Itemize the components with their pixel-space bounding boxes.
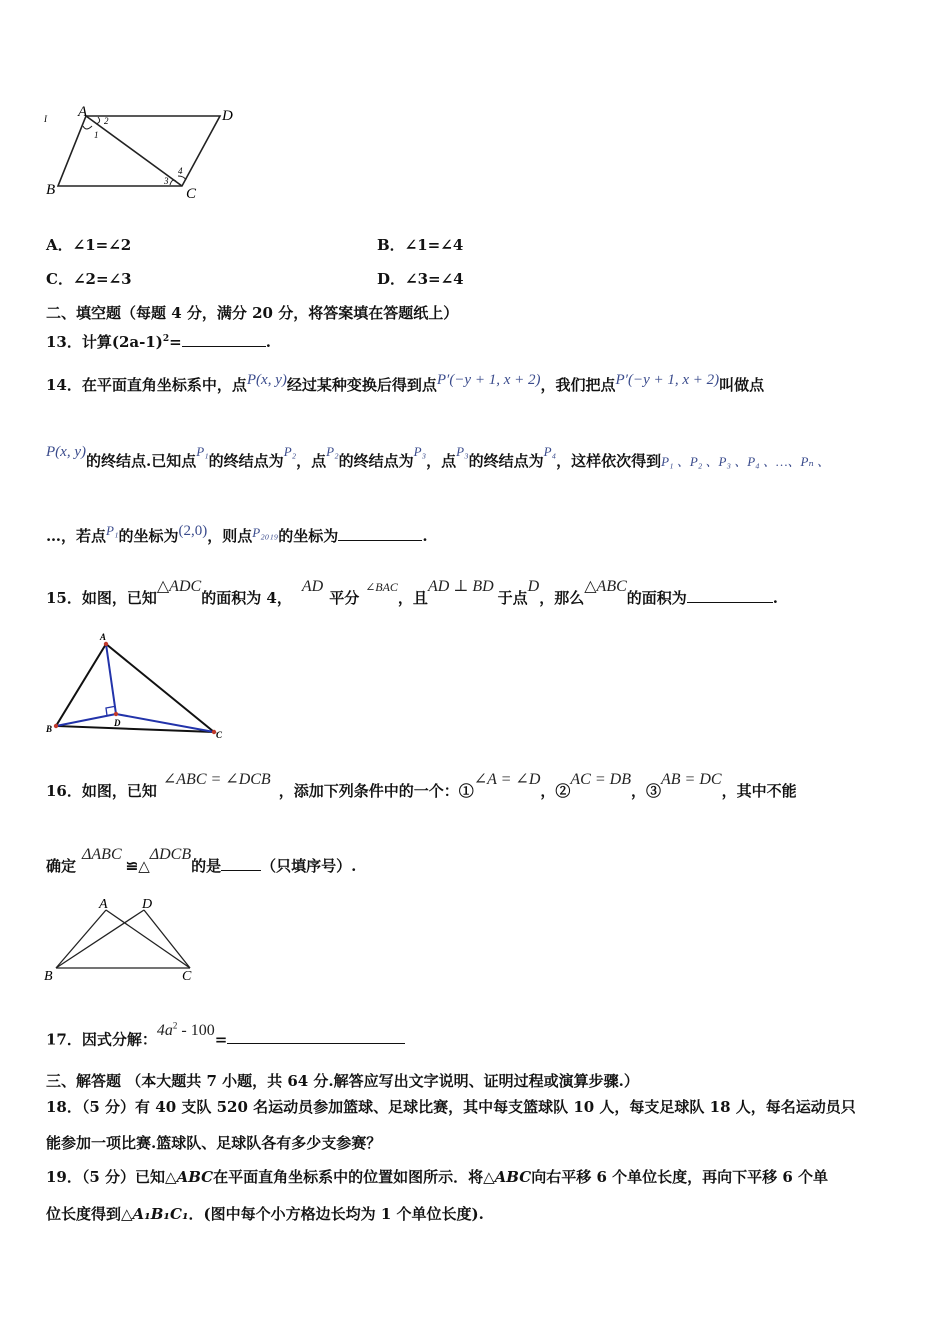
q19-text: 向右平移 6 个单位长度，再向下平移 6 个单 — [531, 1168, 828, 1186]
q16-text: （只填序号）. — [261, 857, 357, 875]
question-16-line-1 — [46, 771, 797, 802]
label-c: C — [216, 730, 223, 740]
q14-text: ，点 — [296, 452, 327, 470]
q15-ad: AD — [301, 578, 324, 595]
section-3-heading: 三、解答题 （本大题共 7 小题，共 64 分.解答应写出文字说明、证明过程或演算步骤.） — [46, 1072, 639, 1090]
q15-text: 15．如图，已知 — [46, 589, 157, 607]
label-c: C — [182, 969, 192, 984]
q15-figure — [44, 634, 234, 744]
q16-text: ，添加下列条件中的一个：① — [278, 782, 474, 800]
q16-text: ，其中不能 — [721, 782, 797, 800]
option-c: C．∠2=∠3 — [46, 270, 132, 288]
q14-p2019: P₂₀₁₉ — [252, 525, 279, 540]
q16-condition-3: AB = DC — [660, 771, 722, 788]
angle-arc-3 — [170, 180, 176, 185]
label-a: A — [100, 632, 107, 642]
segment-ab — [56, 910, 106, 968]
q14-p3b: P₃ — [456, 444, 469, 459]
q19-abc-2: ABC — [494, 1168, 532, 1186]
q17-expr-base: 4a — [156, 1022, 173, 1040]
segment-ac — [106, 910, 190, 968]
q15-triangle-adc: △ADC — [156, 578, 202, 595]
q16-triangle-abc: ΔABC — [82, 846, 122, 863]
q15-text: 的面积为 4， — [201, 589, 292, 607]
q14-sequence: P₁ 、P₂ 、P₃ 、P₄ 、…、Pₙ 、 — [661, 454, 830, 469]
question-13 — [46, 329, 271, 352]
q16-triangle-dcb: ΔDCB — [149, 846, 192, 863]
q16-text: 16．如图，已知 — [46, 782, 157, 800]
q14-text: 的坐标为 — [118, 527, 179, 545]
q14-text: ，我们把点 — [540, 376, 616, 394]
q19-text: ．(图中每个小方格边长均为 1 个单位长度). — [188, 1205, 484, 1223]
option-a: A．∠1=∠2 — [46, 236, 132, 254]
q16-text: ，② — [540, 782, 571, 800]
q14-text: ，这样依次得到 — [556, 452, 662, 470]
q16-given: ∠ABC = ∠DCB — [162, 771, 271, 788]
point-b-dot — [54, 724, 58, 728]
question-19-line-1 — [46, 1167, 828, 1187]
label-3: 3 — [164, 176, 169, 186]
q14-text: ，点 — [426, 452, 457, 470]
label-d: D — [114, 718, 121, 728]
q14-text: 经过某种变换后得到点 — [286, 376, 437, 394]
question-19-line-2 — [46, 1204, 484, 1224]
q13-suffix: = — [169, 333, 182, 351]
question-16-line-2 — [46, 846, 357, 877]
q19-a1b1c1: A₁B₁C₁ — [132, 1205, 189, 1223]
q15-answer-blank[interactable] — [687, 588, 773, 603]
q15-angle-bac: ∠BAC — [365, 580, 398, 594]
label-a: A — [99, 897, 108, 912]
q16-text: ，③ — [630, 782, 661, 800]
q16-text: 确定 — [46, 857, 77, 875]
label-a: A — [78, 104, 88, 120]
q16-text: ≌△ — [125, 857, 150, 875]
q14-text: 的坐标为 — [278, 527, 339, 545]
q15-text: ，且 — [397, 589, 428, 607]
q15-text: 平分 — [329, 589, 360, 607]
q16-condition-2: AC = DB — [570, 771, 631, 788]
angle-arc-1 — [83, 126, 92, 129]
q14-text: 14．在平面直角坐标系中，点 — [46, 376, 247, 394]
q17-expression — [157, 1022, 215, 1039]
label-d: D — [222, 108, 233, 124]
q14-text: 叫做点 — [719, 376, 765, 394]
q17-equals: = — [214, 1030, 228, 1049]
q14-coord: (2,0) — [178, 523, 208, 539]
question-15 — [46, 578, 779, 609]
label-4: 4 — [178, 166, 183, 176]
q14-text: …，若点 — [46, 527, 107, 545]
q17-label: 17．因式分解： — [46, 1030, 157, 1049]
q16-figure — [44, 896, 214, 986]
q13-answer-blank[interactable] — [182, 332, 266, 347]
q13-sup: 2 — [162, 334, 170, 344]
q19-abc: ABC — [176, 1168, 214, 1186]
option-d: D．∠3=∠4 — [377, 270, 464, 288]
triangle-abc — [56, 644, 214, 732]
label-1: 1 — [94, 130, 99, 140]
q15-perp: AD ⊥ BD — [427, 578, 494, 595]
q14-point-pprime-2: P′(−y + 1, x + 2) — [615, 372, 720, 388]
q14-p2b: P₂ — [326, 444, 339, 459]
q14-text: 的终结点为 — [208, 452, 284, 470]
label-b: B — [46, 724, 53, 734]
segment-bd — [56, 714, 116, 726]
q14-p4: P₄ — [543, 444, 557, 459]
option-b: B．∠1=∠4 — [377, 236, 464, 254]
q15-text: 于点 — [497, 589, 528, 607]
q14-p2: P₂ — [283, 444, 297, 459]
question-14-line-2 — [46, 444, 830, 472]
q16-answer-blank[interactable] — [221, 856, 261, 871]
q14-text: ，则点 — [207, 527, 253, 545]
q14-text: 的终结点.已知点 — [85, 452, 197, 470]
q17-answer-blank[interactable] — [227, 1029, 405, 1044]
q19-text: 位长度得到△ — [46, 1205, 133, 1223]
label-2: 2 — [104, 116, 109, 126]
segment-db — [56, 910, 144, 968]
q15-end: . — [772, 589, 779, 607]
q12-figure — [40, 104, 260, 204]
q14-p3: P₃ — [413, 444, 427, 459]
q15-point-d: D — [527, 578, 540, 595]
parallelogram-abcd — [58, 116, 220, 186]
q14-point-p: P(x, y) — [246, 372, 287, 388]
q14-point-p: P(x, y) — [46, 444, 86, 460]
label-c: C — [186, 186, 197, 202]
q14-text: 的终结点为 — [338, 452, 414, 470]
label-d: D — [142, 897, 153, 912]
q16-text: 的是 — [191, 857, 222, 875]
q13-end: . — [265, 333, 271, 351]
question-14-line-3 — [46, 523, 428, 547]
section-2-heading: 二、填空题（每题 4 分，满分 20 分，将答案填在答题纸上） — [46, 304, 459, 322]
question-18-line-2: 能参加一项比赛.篮球队、足球队各有多少支参赛？ — [46, 1134, 382, 1152]
label-b: B — [44, 969, 53, 984]
q14-p1: P₁ — [196, 444, 209, 459]
q14-point-pprime: P′(−y + 1, x + 2) — [436, 372, 541, 388]
question-17 — [46, 1021, 405, 1050]
q17-expr-sup: 2 — [172, 1021, 178, 1031]
segment-dc — [144, 910, 190, 968]
segment-ad — [106, 644, 116, 714]
q15-text: ，那么 — [539, 589, 585, 607]
label-b: B — [46, 182, 56, 198]
question-14-line-1 — [46, 372, 765, 396]
q15-triangle-abc: △ABC — [584, 578, 627, 595]
question-18-line-1: 18．（5 分）有 40 支队 520 名运动员参加篮球、足球比赛，其中每支篮球队 10 人，每支足球队 18 人，每名运动员只 — [46, 1098, 856, 1116]
q19-text: 19．（5 分）已知△ — [46, 1168, 177, 1186]
q16-condition-1: ∠A = ∠D — [473, 771, 541, 788]
point-d-dot — [114, 712, 118, 716]
tick-mark: I — [44, 114, 47, 124]
point-a-dot — [104, 642, 108, 646]
q13-prefix: 13．计算(2a-1) — [46, 333, 163, 351]
q14-end: . — [422, 527, 428, 545]
q14-answer-blank[interactable] — [338, 526, 422, 541]
q14-p1c: P₁ — [106, 523, 119, 538]
q15-text: 的面积为 — [626, 589, 687, 607]
q17-expr-rest: - 100 — [177, 1022, 215, 1040]
q14-text: 的终结点为 — [468, 452, 544, 470]
q19-text: 在平面直角坐标系中的位置如图所示．将△ — [213, 1168, 495, 1186]
